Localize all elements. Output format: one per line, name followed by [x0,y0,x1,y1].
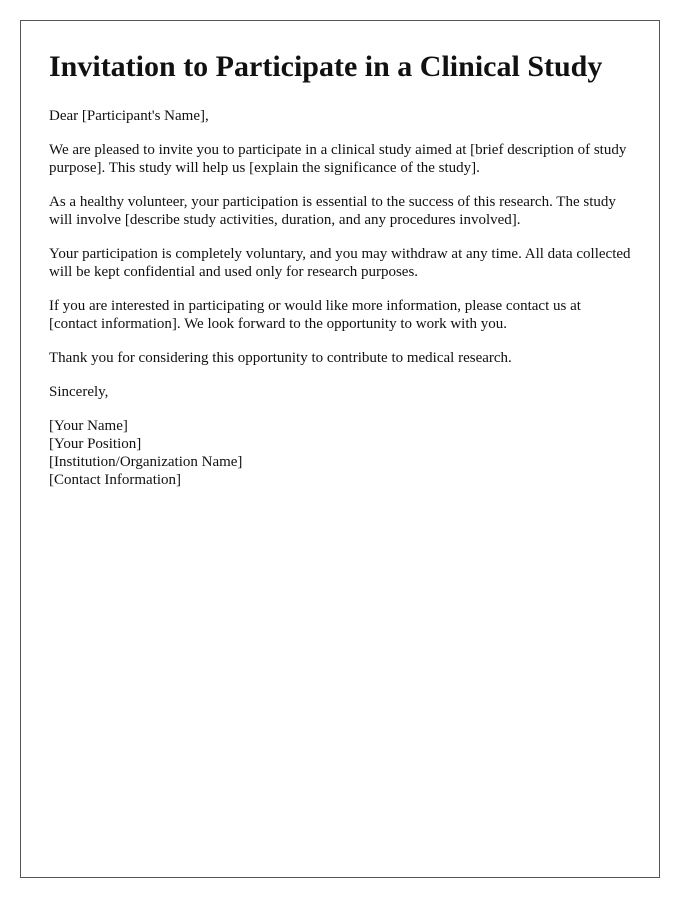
salutation: Dear [Participant's Name], [49,108,209,124]
paragraph-invitation: We are pleased to invite you to participate in a clinical study aimed at [brief description of study purpose]. This study will help us [explain the significance of the study]. [49,142,627,176]
signature-block [49,417,631,489]
paragraph-contact: If you are interested in participating or would like more information, please contact us at [contact information]. We look forward to the opportunity to work with you. [49,298,581,332]
letter-page [20,20,660,878]
signature-contact: [Contact Information] [49,472,182,488]
signature-institution: [Institution/Organization Name] [49,454,243,470]
letter-title: Invitation to Participate in a Clinical Study [49,50,603,83]
signature-position: [Your Position] [49,436,142,452]
paragraph-volunteer-role: As a healthy volunteer, your participation is essential to the success of this research. The study will involve [describe study activities, duration, and any procedures involved]. [49,194,616,228]
signature-name: [Your Name] [49,418,128,434]
paragraph-thanks: Thank you for considering this opportunity to contribute to medical research. [49,350,512,366]
paragraph-voluntary: Your participation is completely voluntary, and you may withdraw at any time. All data collected will be kept confidential and used only for research purposes. [49,246,631,280]
closing: Sincerely, [49,384,109,400]
